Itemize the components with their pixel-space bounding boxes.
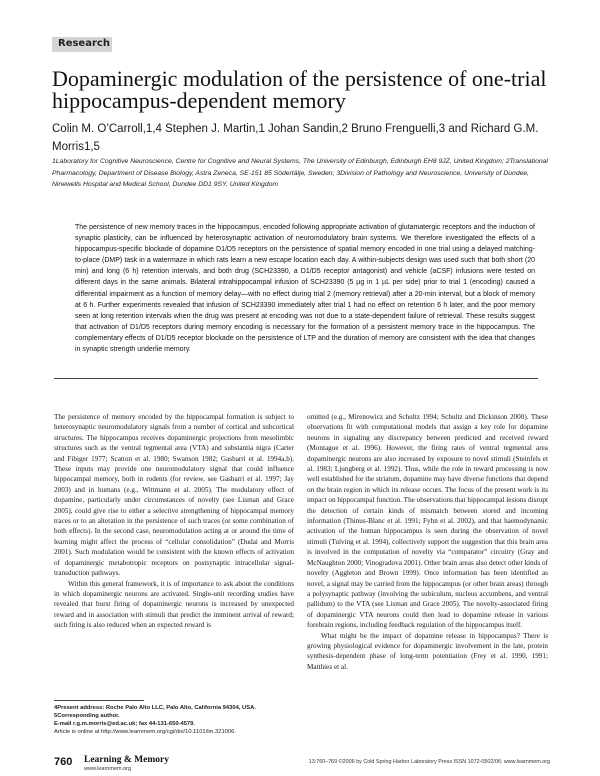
body-paragraph: omitted (e.g., Mirenowicz and Schultz 1994; Schultz and Dickinson 2000). These observations fit with computational models that assign a key role for dopamine neurons in signaling any discrepancy between predicted and received reward (Montague et al. 1996). However, the firing rates of ventral tegmental area dopaminergic neurons are also increased by exposure to novel stimuli (Steinfels et al. 1983; Ljungberg et al. 1992). Thus, while the role in reward processing is now well established for the striatum, dopamine may have diverse functions that depend on the brain region in which its release occurs. The focus of the present work is its impact on hippocampal function. The observations that hippocampal lesions disrupt the detection of certain kinds of mismatch between stored and incoming information (Thinus-Blanc et al. 1991; Fyhn et al. 2002), and that haemodynamic activation of the human hippocampus is seen during the observation of novel stimuli (Tulving et al. 1994), collectively support the suggestion that this brain area is involved in the computation of novelty via “comparator” circuitry (Gray and McNaughton 2000; Vinogradova 2001). Other brain areas also detect other kinds of novelty (Aggleton and Brown 1999). Once information has been identified as novel, a signal may be carried from the hippocampus (or other brain areas) through a polysynaptic pathway (involving the subiculum, nucleus accumbens, and ventral pallidum) to the VTA (see Lisman and Grace 2005). The novelty-associated firing of dopaminergic VTA neurons could then lead to dopamine release in various forebrain regions, including feedback regulation of the hippocampus itself.: [307, 413, 548, 630]
body-paragraph: What might be the impact of dopamine release in hippocampus? There is growing physiological evidence for dopaminergic involvement in the late, protein synthesis-dependent phase of long-term potentiation (Frey et al. 1990, 1991; Matthies et al.: [307, 631, 548, 671]
issn-line: 13:760–769 ©2006 by Cold Spring Harbor Laboratory Press ISSN 1072-0502/06; www.learnmem.org: [308, 759, 550, 765]
abstract: The persistence of new memory traces in the hippocampus, encoded following appropriate activation of glutamatergic receptors and the induction of synaptic plasticity, can be influenced by heterosynaptic activation of neuromodulatory brain systems. We therefore investigated the effects of a hippocampus-specific blockade of dopamine D1/D5 receptors on the persistence of spatial memory encoded in one trial using a delayed matching-to-place (DMP) task in a watermaze in which rats learn a new escape location each day. A within-subjects design was used such that both short (20 min) and long (6 h) retention intervals, and both drug (SCH23390, a D1/D5 receptor antagonist) and vehicle (aCSF) infusions were tested on different days in the same animals. Bilateral intrahippocampal infusion of SCH23390 (5 µg in 1 µL per side) prior to trial 1 (encoding) caused a differential impairment as a function of memory delay—with no effect during trial 2 (memory retrieval) after a 20-min interval, but a block of memory at 6 h. Further experiments revealed that infusion of SCH23390 immediately after trial 1 had no effect on retention 6 h later, and the poor memory seen at long retention intervals when the drug was present at encoding was not due to a state-dependent failure of retrieval. These results suggest that activation of D1/D5 receptors during memory encoding is necessary for the formation of a persistent memory trace in the hippocampus. The complementary effects of D1/D5 receptor blockade on the persistence of LTP and the duration of memory are consistent with the idea that changes in synaptic strength underlie memory.: [75, 224, 535, 354]
body-paragraph: The persistence of memory encoded by the hippocampal formation is subject to heterosynaptic neuromodulatory signals from a number of cortical and subcortical structures. The hippocampus receives dopaminergic projections from mesolimbic structures such as the ventral tegmental area (VTA) and substantia nigra (Carter and Fibiger 1977; Scatton et al. 1980; Swanson 1982; Gasbarri et al. 1994a,b). These inputs may provide one neuromodulatory signal that could influence hippocampal memory, both in rodents (for review, see Gasbarri et al. 1997; Jay 2003) and in humans (e.g., Wittmann et al. 2005). The modulatory effect of dopamine, particularly under circumstances of novelty (see Lisman and Grace 2005), could give rise to either a selective strengthening of hippocampal memory traces or to an alteration in the persistence of such traces (or some combination of both effects). In the second case, neuromodulation acting at or around the time of learning might affect the process of “cellular consolidation” (Dudai and Morris 2001). Such modulation would be consistent with the known effects of activation of dopaminergic metabotropic receptors on postsynaptic intracellular signal-transduction pathways.: [54, 413, 294, 578]
footnotes: [54, 704, 304, 736]
page-number: 760: [54, 756, 73, 768]
abstract-divider: [54, 378, 538, 379]
author-list: Colin M. O’Carroll,1,4 Stephen J. Martin,1 Johan Sandin,2 Bruno Frenguelli,3 and Richard G.M. Morris1,5: [52, 123, 539, 153]
footnote-article-online[interactable]: Article is online at http://www.learnmem.org/cgi/doi/10.1101/lm.321006.: [54, 729, 236, 735]
body-column-left: [54, 412, 294, 631]
footnote-divider: [54, 700, 144, 701]
footnote-corresponding: 5Corresponding author.: [54, 713, 120, 719]
body-column-right: [307, 412, 548, 672]
section-label: Research: [58, 38, 110, 49]
article-title: Dopaminergic modulation of the persistence of one-trial hippocampus-dependent memory: [52, 66, 547, 113]
journal-url[interactable]: www.learnmem.org: [84, 766, 132, 772]
footnote-email[interactable]: E-mail r.g.m.morris@ed.ac.uk; fax 44-131-650-4579.: [54, 721, 195, 727]
footnote-present-address: 4Present address: Roche Palo Alto LLC, Palo Alto, California 94304, USA.: [54, 705, 256, 711]
journal-name: Learning & Memory: [84, 755, 169, 765]
affiliations: 1Laboratory for Cognitive Neuroscience, Centre for Cognitive and Neural Systems, The University of Edinburgh, Edinburgh EH8 9JZ, United Kingdom; 2Translational Pharmacology, Department of Disease Biology, Astra Zeneca, SE-151 85 Södertälje, Sweden; 3Division of Pathology and Neuroscience, University of Dundee, Ninewells Hospital and Medical School, Dundee DD1 9SY, United Kingdom: [52, 158, 548, 189]
body-paragraph: Within this general framework, it is of importance to ask about the conditions in which dopaminergic neurons are activated. Single-unit recording studies have revealed that burst firing of dopaminergic neurons is increased by unexpected reward and in association with stimuli that predict the imminent arrival of reward; such firing is also reduced when an expected reward is: [54, 579, 294, 630]
